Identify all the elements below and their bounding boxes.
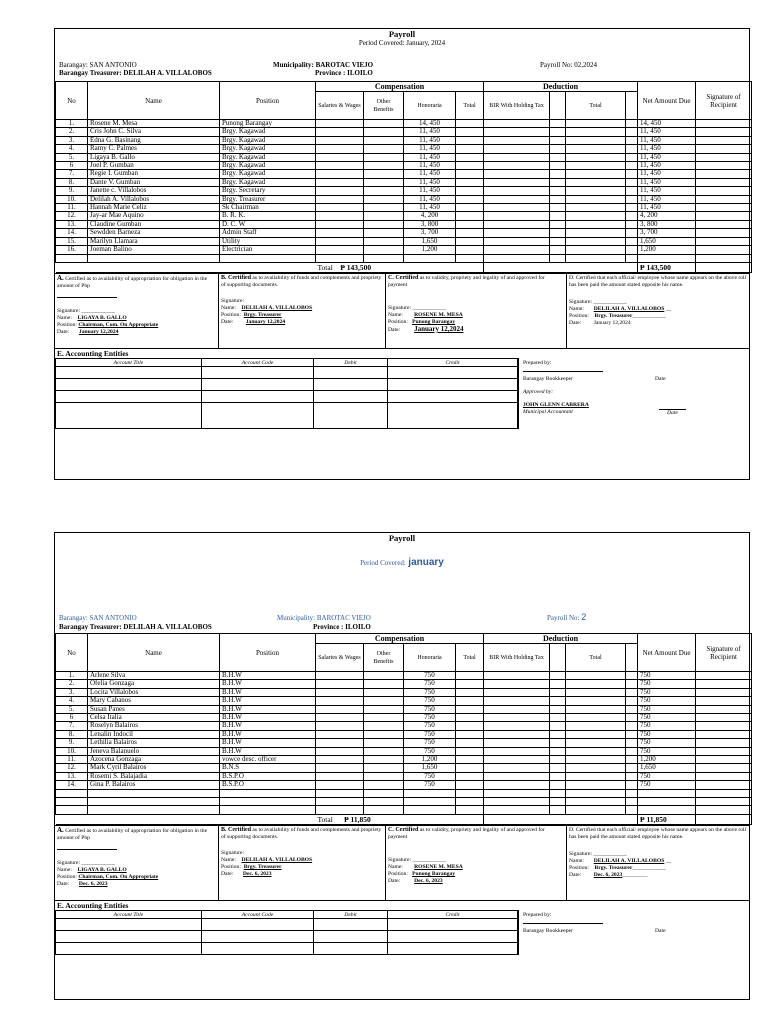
cell-position: B.H.W — [220, 747, 316, 755]
sheet1-treasurer: Barangay Treasurer: DELILAH A. VILLALOBOS — [59, 69, 212, 77]
table-row — [56, 220, 752, 228]
table-row — [56, 212, 752, 220]
cell-position: B.S.P.O — [220, 772, 316, 780]
col-name: Name — [88, 634, 220, 672]
sheet2-prepared-by: Prepared by: Barangay Bookkeeper Date — [518, 910, 749, 955]
table-row — [56, 246, 752, 254]
cell-name: Joeman Balino — [88, 246, 220, 254]
sheet2-title: Payroll — [388, 533, 416, 543]
sheet1-accounting — [55, 358, 749, 429]
cell-honoraria: 750 — [404, 714, 456, 722]
cell-net: 750 — [638, 772, 696, 780]
cell-honoraria: 750 — [404, 730, 456, 738]
cell-net: 11, 450 — [638, 187, 696, 195]
sheet2-municipality: Municipality: BAROTAC VIEJO — [277, 614, 371, 622]
cell-honoraria: 750 — [404, 772, 456, 780]
sheet2-payroll-no: Payroll No: 2 — [547, 612, 587, 622]
cell-name: Susan Panes — [88, 705, 220, 713]
sheet1-province: Province : ILOILO — [315, 69, 373, 77]
sheet1-cert-a-position: Chairman, Com. On Appropriate — [78, 322, 159, 329]
cell-position: B.S.P.O — [220, 781, 316, 789]
sheet2-accounting-entities: E. Accounting Entities — [55, 900, 749, 910]
cell-position: Brgy. Treasurer — [220, 195, 316, 203]
sheet2-cert-c-date: Dec. 6, 2023 — [414, 877, 443, 884]
cell-no: 10. — [56, 747, 88, 755]
cell-honoraria: 3, 800 — [404, 220, 456, 228]
col-salaries: Salaries & Wages — [316, 92, 364, 120]
table-row — [56, 187, 752, 195]
sheet2-treasurer: Barangay Treasurer: DELILAH A. VILLALOBOS — [59, 623, 212, 631]
cell-honoraria: 11, 450 — [404, 162, 456, 170]
cell-no: 1. — [56, 672, 88, 680]
table-row — [56, 672, 752, 680]
cell-honoraria: 4, 200 — [404, 212, 456, 220]
cell-position: Brgy. Kagawad — [220, 162, 316, 170]
col-ded-total: Total — [566, 92, 626, 120]
table-row — [56, 730, 752, 738]
cell-name: Joel P. Gumban — [88, 162, 220, 170]
table-row — [56, 170, 752, 178]
cell-name: Jeneva Balanuelo — [88, 747, 220, 755]
col-compensation: Compensation — [316, 634, 484, 644]
table-row — [56, 195, 752, 203]
cell-no: 8. — [56, 178, 88, 186]
table-row — [56, 714, 752, 722]
cell-net: 1,200 — [638, 246, 696, 254]
cell-no: 4. — [56, 145, 88, 153]
cell-name: Mark Cyril Balairos — [88, 764, 220, 772]
cell-honoraria: 750 — [404, 747, 456, 755]
cell-position: Brgy. Kagawad — [220, 128, 316, 136]
cell-net: 750 — [638, 747, 696, 755]
cell-honoraria: 750 — [404, 739, 456, 747]
sheet2-cert-c-position: Punong Barangay — [412, 871, 456, 878]
cell-net: 3, 800 — [638, 220, 696, 228]
sheet2-total-value: ₱ 11,850 — [344, 814, 371, 824]
cell-position: B.H.W — [220, 739, 316, 747]
cell-no: 6 — [56, 714, 88, 722]
cell-no: 4. — [56, 697, 88, 705]
col-net: Net Amount Due — [638, 634, 696, 672]
cell-position: Punong Barangay — [220, 120, 316, 128]
cell-name: Arlene Silva — [88, 672, 220, 680]
cell-honoraria: 750 — [404, 688, 456, 696]
cell-honoraria: 750 — [404, 680, 456, 688]
cell-name: Delilah A. Villalobos — [88, 195, 220, 203]
payroll-sheet-1 — [54, 28, 750, 480]
cell-net: 1,200 — [638, 756, 696, 764]
cell-no: 14. — [56, 781, 88, 789]
cell-net: 11, 450 — [638, 170, 696, 178]
col-other-benefits: Other Benefits — [364, 92, 404, 120]
cell-net: 11, 450 — [638, 128, 696, 136]
table-row — [56, 722, 752, 730]
col-position: Position — [220, 82, 316, 120]
sheet1-cert-c: C. Certified as to validity, propriety and legality of and approved for payment Signature: ____________ Name: ROSENE M. MESA Position: Punong Barangay Date: January 12,2024 — [386, 274, 567, 348]
cell-net: 11, 450 — [638, 178, 696, 186]
cell-name: Locita Villalobos — [88, 688, 220, 696]
cell-position: B.H.W — [220, 714, 316, 722]
cell-honoraria: 750 — [404, 722, 456, 730]
sheet1-title: Payroll — [388, 29, 416, 39]
accountant-name: JOHN GLENN CABRERA — [523, 401, 589, 408]
sheet2-header — [55, 533, 749, 633]
col-net: Net Amount Due — [638, 82, 696, 120]
col-deduction: Deduction — [484, 634, 638, 644]
table-row — [56, 229, 752, 237]
sheet1-accounting-entities: E. Accounting Entities — [55, 348, 749, 358]
cell-honoraria: 750 — [404, 781, 456, 789]
sheet1-cert-a: A. Certified as to availability of appropriation for obligation in the amount of Php Signature: ____________ Name: LIGAYA B. GALLO Position: Chairman, Com. On Appropriate Date: January 12,2024 — [55, 274, 219, 348]
cell-honoraria: 11, 450 — [404, 153, 456, 161]
sheet2-period: Period Covered: january — [360, 557, 444, 568]
sheet1-certifications — [55, 273, 749, 348]
cell-no: 9. — [56, 739, 88, 747]
cell-no: 3. — [56, 688, 88, 696]
sheet1-period: Period Covered: January, 2024 — [358, 39, 446, 47]
cell-position: Brgy. Kagawad — [220, 153, 316, 161]
sheet2-accounting-table: Account Title Account Code Debit Credit — [55, 910, 518, 955]
sheet2-cert-c-name: ROSENE M. MESA — [414, 864, 463, 871]
cell-position: vowce desc. officer — [220, 756, 316, 764]
cell-honoraria: 750 — [404, 705, 456, 713]
cell-name: Hannah Marie Celiz — [88, 204, 220, 212]
cell-position: B. R. K. — [220, 212, 316, 220]
cell-name: Gina P. Balairos — [88, 781, 220, 789]
sheet2-certifications — [55, 825, 749, 900]
table-row — [56, 145, 752, 153]
sheet2-cert-b-date: Dec. 6, 2023 — [242, 870, 272, 877]
table-row — [56, 178, 752, 186]
cell-honoraria: 11, 450 — [404, 178, 456, 186]
col-other-benefits: Other Benefits — [364, 644, 404, 672]
sheet2-cert-a-date: Dec. 6, 2023 — [78, 880, 108, 887]
table-row — [56, 772, 752, 780]
cell-honoraria: 1,200 — [404, 246, 456, 254]
col-signature: Signature of Recipient — [696, 634, 752, 672]
cell-no: 9. — [56, 187, 88, 195]
cell-net: 750 — [638, 672, 696, 680]
cell-name: Mary Cabanos — [88, 697, 220, 705]
table-row — [56, 162, 752, 170]
cell-honoraria: 750 — [404, 697, 456, 705]
col-bir: BIR With Holding Tax — [484, 644, 550, 672]
sheet1-cert-c-date: January 12,2024 — [414, 324, 464, 333]
cell-net: 11, 450 — [638, 204, 696, 212]
cell-position: B.N.S — [220, 764, 316, 772]
cell-net: 1,650 — [638, 237, 696, 245]
cell-position: Brgy. Secretary — [220, 187, 316, 195]
cell-position: B.H.W — [220, 705, 316, 713]
cell-honoraria: 1,650 — [404, 237, 456, 245]
sheet2-net-total: ₱ 11,850 — [638, 814, 696, 824]
cell-name: Ligaya B. Gallo — [88, 153, 220, 161]
col-total: Total — [456, 92, 484, 120]
col-no: No — [56, 634, 88, 672]
cell-position: B.H.W — [220, 688, 316, 696]
table-row — [56, 204, 752, 212]
cell-no: 2. — [56, 128, 88, 136]
cell-no: 13. — [56, 220, 88, 228]
col-signature: Signature of Recipient — [696, 82, 752, 120]
table-row — [56, 739, 752, 747]
sheet1-cert-d-name: DELILAH A. VILLALOBOS — [593, 306, 665, 313]
col-ded-total: Total — [566, 644, 626, 672]
table-row — [56, 120, 752, 128]
sheet2-cert-b-name: DELILAH A. VILLALOBOS — [241, 857, 313, 864]
cell-no: 6 — [56, 162, 88, 170]
cell-honoraria: 750 — [404, 672, 456, 680]
sheet1-cert-b-position: Brgy. Treasurer — [243, 312, 282, 319]
cell-position: D. C. W — [220, 220, 316, 228]
cell-no: 11. — [56, 756, 88, 764]
sheet1-municipality: Municipality: BAROTAC VIEJO — [273, 61, 374, 69]
sheet2-cert-a: A. Certified as to availability of appropriation for obligation in the amount of Php Signature: ____________ Name: LIGAYA B. GALLO Position: Chairman, Com. On Appropriate Date: Dec. 6, 2023 — [55, 826, 219, 900]
cell-name: Janette c. Villalobos — [88, 187, 220, 195]
cell-no: 1. — [56, 120, 88, 128]
cell-net: 750 — [638, 730, 696, 738]
table-row — [56, 237, 752, 245]
cell-honoraria: 3, 700 — [404, 229, 456, 237]
cell-honoraria: 11, 450 — [404, 195, 456, 203]
table-row — [56, 798, 752, 806]
sheet2-cert-b: B. Certified as to availability of funds and complements and propriety of supporting documents. Signature: Name: DELILAH A. VILLALOBOS Position: Brgy. Treasurer Date: Dec. 6, 2023 — [219, 826, 386, 900]
cell-position: Admin Staff — [220, 229, 316, 237]
cell-no: 7. — [56, 722, 88, 730]
cell-honoraria: 1,650 — [404, 764, 456, 772]
sheet2-rows — [56, 672, 752, 815]
cell-net: 750 — [638, 739, 696, 747]
table-row — [56, 789, 752, 797]
sheet1-barangay: Barangay: SAN ANTONIO — [59, 61, 137, 69]
cell-honoraria: 14, 450 — [404, 120, 456, 128]
table-row — [56, 697, 752, 705]
cell-net: 14, 450 — [638, 120, 696, 128]
sheet2-cert-d-date: Dec. 6, 2023 — [593, 871, 623, 878]
cell-position: Sk Chairman — [220, 204, 316, 212]
cell-net: 750 — [638, 714, 696, 722]
sheet2-accounting — [55, 910, 749, 955]
cell-position: Brgy. Kagawad — [220, 136, 316, 144]
cell-name: Lethilia Balairos — [88, 739, 220, 747]
col-deduction: Deduction — [484, 82, 638, 92]
cell-name: Rosemi S. Balajadia — [88, 772, 220, 780]
cell-net: 3, 700 — [638, 229, 696, 237]
cell-net: 11, 450 — [638, 136, 696, 144]
sheet2-province: Province : ILOILO — [313, 623, 371, 631]
cell-name: Celsa Italia — [88, 714, 220, 722]
sheet1-rows — [56, 120, 752, 263]
col-compensation: Compensation — [316, 82, 484, 92]
sheet1-total-value: ₱ 143,500 — [340, 262, 372, 272]
sheet2-cert-d-position: Brgy. Treasurer — [594, 865, 633, 872]
table-row — [56, 153, 752, 161]
cell-name: Cris John C. Silva — [88, 128, 220, 136]
cell-no: 2. — [56, 680, 88, 688]
table-row — [56, 128, 752, 136]
cell-net: 750 — [638, 722, 696, 730]
col-name: Name — [88, 82, 220, 120]
sheet1-cert-c-position: Punong Barangay — [412, 319, 456, 326]
cell-name: Sewdden Barneza — [88, 229, 220, 237]
cell-net: 750 — [638, 680, 696, 688]
sheet2-cert-c: C. Certified as to validity, propriety and legality of and approved for payment Signature: ____________ Name: ROSENE M. MESA Position: Punong Barangay Date: Dec. 6, 2023 — [386, 826, 567, 900]
sheet1-cert-a-date: January 12,2024 — [78, 328, 119, 335]
cell-net: 750 — [638, 705, 696, 713]
cell-net: 750 — [638, 781, 696, 789]
table-row — [56, 764, 752, 772]
cell-position: B.H.W — [220, 672, 316, 680]
cell-honoraria: 11, 450 — [404, 187, 456, 195]
table-row — [56, 705, 752, 713]
cell-no: 5. — [56, 153, 88, 161]
sheet1-prepared-by: Prepared by: Barangay Bookkeeper Date Approved by: JOHN GLENN CABRERA Municipal Accountant Date — [518, 358, 749, 429]
sheet1-cert-d-position: Brgy. Treasurer — [594, 313, 633, 320]
cell-honoraria: 11, 450 — [404, 170, 456, 178]
col-no: No — [56, 82, 88, 120]
col-salaries: Salaries & Wages — [316, 644, 364, 672]
cell-net: 4, 200 — [638, 212, 696, 220]
cell-net: 11, 450 — [638, 153, 696, 161]
col-position: Position — [220, 634, 316, 672]
cell-name: Ofelia Gonzaga — [88, 680, 220, 688]
table-row — [56, 781, 752, 789]
table-row — [56, 688, 752, 696]
cell-net: 11, 450 — [638, 195, 696, 203]
sheet1-cert-b: B. Certified as to availability of funds and complements and propriety of supporting documents. Signature: Name: DELILAH A. VILLALOBOS Position: Brgy. Treasurer Date: January 12,2024 — [219, 274, 386, 348]
cell-position: Brgy. Kagawad — [220, 178, 316, 186]
table-row — [56, 756, 752, 764]
cell-no: 16. — [56, 246, 88, 254]
cell-net: 1,650 — [638, 764, 696, 772]
cell-no: 12. — [56, 212, 88, 220]
cell-name: Regie I. Gumban — [88, 170, 220, 178]
cell-no: 3. — [56, 136, 88, 144]
col-total: Total — [456, 644, 484, 672]
sheet1-cert-d-date: January 12,2024 — [593, 319, 631, 326]
col-honoraria: Honoraria — [404, 644, 456, 672]
col-honoraria: Honoraria — [404, 92, 456, 120]
cell-no: 7. — [56, 170, 88, 178]
sheet1-payroll-table — [55, 81, 752, 273]
cell-position: B.H.W — [220, 730, 316, 738]
cell-name: Edna G. Basinang — [88, 136, 220, 144]
col-bir: BIR With Holding Tax — [484, 92, 550, 120]
payroll-sheet-2 — [54, 532, 750, 1000]
cell-honoraria: 11, 450 — [404, 136, 456, 144]
cell-honoraria: 1,200 — [404, 756, 456, 764]
cell-net: 750 — [638, 697, 696, 705]
cell-position: Brgy. Kagawad — [220, 170, 316, 178]
sheet1-cert-c-name: ROSENE M. MESA — [414, 312, 463, 319]
cell-position: B.H.W — [220, 697, 316, 705]
sheet2-cert-d: D. Certified that each official/ employee whose name appears on the above roll has been paid the amount stated opposite his name. Signature: ____________ Name: DELILAH A. VILLALOBOS __ Position: Brgy. Treasurer____________ Date: Dec. 6, 2023_________ — [569, 826, 747, 878]
cell-position: B.H.W — [220, 680, 316, 688]
sheet2-cert-a-name: LIGAYA B. GALLO — [77, 867, 127, 874]
cell-position: Utility — [220, 237, 316, 245]
cell-name: Jay-ar Mae Aquino — [88, 212, 220, 220]
cell-net: 11, 450 — [638, 145, 696, 153]
sheet1-header — [55, 29, 749, 81]
cell-name: Rosene M. Mesa — [88, 120, 220, 128]
cell-no: 11. — [56, 204, 88, 212]
cell-no: 15. — [56, 237, 88, 245]
sheet2-barangay: Barangay: SAN ANTONIO — [59, 614, 137, 622]
cell-name: Azocena Gonzaga — [88, 756, 220, 764]
cell-name: Claudine Gumban — [88, 220, 220, 228]
cell-name: Marilyn Llamara — [88, 237, 220, 245]
cell-name: Roselyn Balairos — [88, 722, 220, 730]
sheet1-cert-b-date: January 12,2024 — [245, 318, 286, 325]
sheet1-payroll-no: Payroll No: 02,2024 — [540, 61, 597, 69]
cell-honoraria: 11, 450 — [404, 128, 456, 136]
cell-name: Dante V. Gumban — [88, 178, 220, 186]
cell-no: 10. — [56, 195, 88, 203]
table-row — [56, 680, 752, 688]
cell-position: Brgy. Kagawad — [220, 145, 316, 153]
table-row — [56, 136, 752, 144]
sheet2-cert-b-position: Brgy. Treasurer — [243, 864, 282, 871]
cell-no: 5. — [56, 705, 88, 713]
cell-position: Electrician — [220, 246, 316, 254]
cell-no: 8. — [56, 730, 88, 738]
cell-honoraria: 11, 450 — [404, 204, 456, 212]
sheet1-net-total: ₱ 143,500 — [638, 262, 696, 272]
sheet1-cert-b-name: DELILAH A. VILLALOBOS — [241, 305, 313, 312]
cell-name: Lenalin Indocil — [88, 730, 220, 738]
cell-no: 12. — [56, 764, 88, 772]
table-row — [56, 254, 752, 262]
sheet1-cert-a-name: LIGAYA B. GALLO — [77, 315, 127, 322]
sheet2-cert-a-position: Chairman, Com. On Appropriate — [78, 874, 159, 881]
sheet2-cert-d-name: DELILAH A. VILLALOBOS — [593, 858, 665, 865]
sheet2-total: Total ₱ 11,850 — [316, 814, 484, 824]
cell-name: Ramy C. Palmes — [88, 145, 220, 153]
cell-no: 14. — [56, 229, 88, 237]
cell-position: B.H.W — [220, 722, 316, 730]
sheet1-total: Total ₱ 143,500 — [316, 262, 484, 272]
table-row — [56, 806, 752, 814]
cell-no: 13. — [56, 772, 88, 780]
cell-honoraria: 11, 450 — [404, 145, 456, 153]
cell-net: 750 — [638, 688, 696, 696]
sheet1-accounting-table: Account Title Account Code Debit Credit — [55, 358, 518, 429]
cell-net: 11, 450 — [638, 162, 696, 170]
sheet2-payroll-table — [55, 633, 752, 825]
sheet1-cert-d: D. Certified that each official/ employee whose name appears on the above roll has been paid the amount stated opposite his name. Signature: ____________ Name: DELILAH A. VILLALOBOS __ Position: Brgy. Treasurer____________ Date: January 12,2024 — [569, 274, 747, 326]
table-row — [56, 747, 752, 755]
